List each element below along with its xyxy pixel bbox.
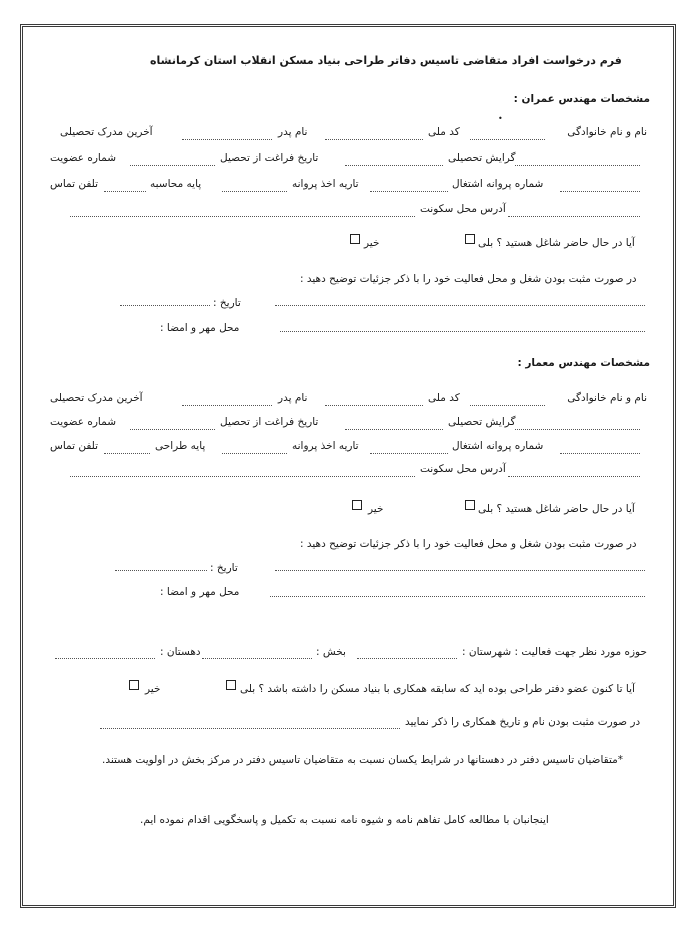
civil-phone-label: تلفن تماس [50, 178, 99, 190]
arch-field-of-study-label: گرایش تحصیلی [448, 416, 516, 428]
arch-name-label: نام و نام خانوادگی [567, 392, 647, 404]
civil-heading: مشخصات مهندس عمران : [513, 93, 650, 105]
dot-mark: • [498, 114, 503, 123]
arch-national-code-label: کد ملی [428, 392, 460, 404]
arch-employed-yes-checkbox[interactable] [465, 500, 475, 510]
arch-details-field-2[interactable] [270, 596, 645, 597]
arch-details-field[interactable] [275, 570, 645, 571]
civil-details-field[interactable] [275, 305, 645, 306]
civil-details-field-2[interactable] [280, 331, 645, 332]
arch-details-label: در صورت مثبت بودن شغل و محل فعالیت خود را با ذکر جزئیات توضیح دهید : [300, 538, 637, 550]
activity-city-label: حوزه مورد نظر جهت فعالیت : شهرستان : [462, 646, 647, 658]
civil-membership-no-label: شماره عضویت [50, 152, 117, 164]
arch-heading: مشخصات مهندس معمار : [517, 357, 650, 369]
arch-grade-label: پایه طراحی [155, 440, 206, 452]
civil-national-code-label: کد ملی [428, 126, 460, 138]
arch-father-name-label: نام پدر [278, 392, 308, 404]
activity-section-field[interactable] [202, 658, 312, 659]
arch-date-label: تاریخ : [210, 562, 238, 574]
arch-date-field[interactable] [115, 570, 207, 571]
civil-employed-no-label: خیر [364, 237, 380, 249]
form-border [20, 24, 676, 908]
arch-grade-field[interactable] [222, 453, 287, 454]
civil-field-of-study-field[interactable] [515, 165, 640, 166]
arch-father-name-field[interactable] [182, 405, 272, 406]
arch-phone-field[interactable] [104, 453, 150, 454]
civil-date-field[interactable] [120, 305, 210, 306]
arch-employed-question: آیا در حال حاضر شاغل هستید ؟ بلی [478, 503, 635, 515]
civil-name-field[interactable] [470, 139, 545, 140]
activity-section-label: بخش : [316, 646, 346, 658]
arch-license-date-label: تاریه اخذ پروانه [292, 440, 359, 452]
arch-national-code-field[interactable] [325, 405, 423, 406]
civil-phone-field[interactable] [104, 191, 146, 192]
activity-coop-field[interactable] [100, 728, 400, 729]
arch-address-field-right[interactable] [508, 476, 640, 477]
civil-license-no-label: شماره پروانه اشتغال [452, 178, 544, 190]
activity-village-field[interactable] [55, 658, 155, 659]
civil-name-label: نام و نام خانوادگی [567, 126, 647, 138]
activity-city-field[interactable] [357, 658, 457, 659]
arch-address-label: آدرس محل سکونت [420, 463, 506, 475]
arch-license-no-label: شماره پروانه اشتغال [452, 440, 544, 452]
civil-date-label: تاریخ : [213, 297, 241, 309]
civil-seal-label: محل مهر و امضا : [160, 322, 240, 334]
civil-membership-no-field[interactable] [130, 165, 215, 166]
civil-grade-label: پایه محاسبه [150, 178, 202, 190]
civil-field-of-study-label: گرایش تحصیلی [448, 152, 516, 164]
activity-member-question: آیا تا کنون عضو دفتر طراحی بوده اید که سابقه همکاری با بنیاد مسکن را داشته باشد ؟ بلی [240, 683, 635, 695]
arch-name-field[interactable] [470, 405, 545, 406]
civil-employed-question: آیا در حال حاضر شاغل هستید ؟ بلی [478, 237, 635, 249]
civil-license-date-label: تاریه اخذ پروانه [292, 178, 359, 190]
activity-member-no-checkbox[interactable] [129, 680, 139, 690]
activity-coop-label: در صورت مثبت بودن نام و تاریخ همکاری را ذکر نمایید [405, 716, 641, 728]
form-title: فرم درخواست افراد متقاضی تاسیس دفاتر طراحی بنیاد مسکن انقلاب استان کرمانشاه [150, 54, 622, 67]
civil-father-name-field[interactable] [182, 139, 272, 140]
arch-seal-label: محل مهر و امضا : [160, 586, 240, 598]
civil-national-code-field[interactable] [325, 139, 423, 140]
arch-last-degree-label: آخرین مدرک تحصیلی [50, 392, 143, 404]
civil-license-no-field[interactable] [560, 191, 640, 192]
activity-village-label: دهستان : [160, 646, 201, 658]
civil-employed-no-checkbox[interactable] [350, 234, 360, 244]
arch-field-of-study-field[interactable] [515, 429, 640, 430]
activity-member-no-label: خیر [145, 683, 161, 695]
arch-employed-no-label: خیر [368, 503, 384, 515]
arch-membership-no-field[interactable] [130, 429, 215, 430]
civil-address-label: آدرس محل سکونت [420, 203, 506, 215]
arch-graduation-date-label: تاریخ فراغت از تحصیل [220, 416, 319, 428]
civil-last-degree-label: آخرین مدرک تحصیلی [60, 126, 153, 138]
civil-graduation-date-field[interactable] [345, 165, 443, 166]
civil-father-name-label: نام پدر [278, 126, 308, 138]
arch-address-field[interactable] [70, 476, 415, 477]
declaration-text: اینجانبان با مطالعه کامل تفاهم نامه و شیوه نامه نسبت به تکمیل و پاسخگویی اقدام نموده ایم. [140, 814, 549, 826]
arch-employed-no-checkbox[interactable] [352, 500, 362, 510]
civil-graduation-date-label: تاریخ فراغت از تحصیل [220, 152, 319, 164]
civil-license-date-field[interactable] [370, 191, 448, 192]
activity-member-yes-checkbox[interactable] [226, 680, 236, 690]
arch-phone-label: تلفن تماس [50, 440, 99, 452]
arch-license-no-field[interactable] [560, 453, 640, 454]
civil-details-label: در صورت مثبت بودن شغل و محل فعالیت خود را با ذکر جزئیات توضیح دهید : [300, 273, 637, 285]
civil-address-field[interactable] [70, 216, 415, 217]
civil-grade-field[interactable] [222, 191, 287, 192]
arch-license-date-field[interactable] [370, 453, 448, 454]
arch-graduation-date-field[interactable] [345, 429, 443, 430]
civil-employed-yes-checkbox[interactable] [465, 234, 475, 244]
civil-address-field-right[interactable] [508, 216, 640, 217]
arch-membership-no-label: شماره عضویت [50, 416, 117, 428]
priority-note: *متقاضیان تاسیس دفتر در دهستانها در شرایط یکسان نسبت به متقاضیان تاسیس دفتر در مرکز بخش در اولویت هستند. [102, 754, 624, 766]
